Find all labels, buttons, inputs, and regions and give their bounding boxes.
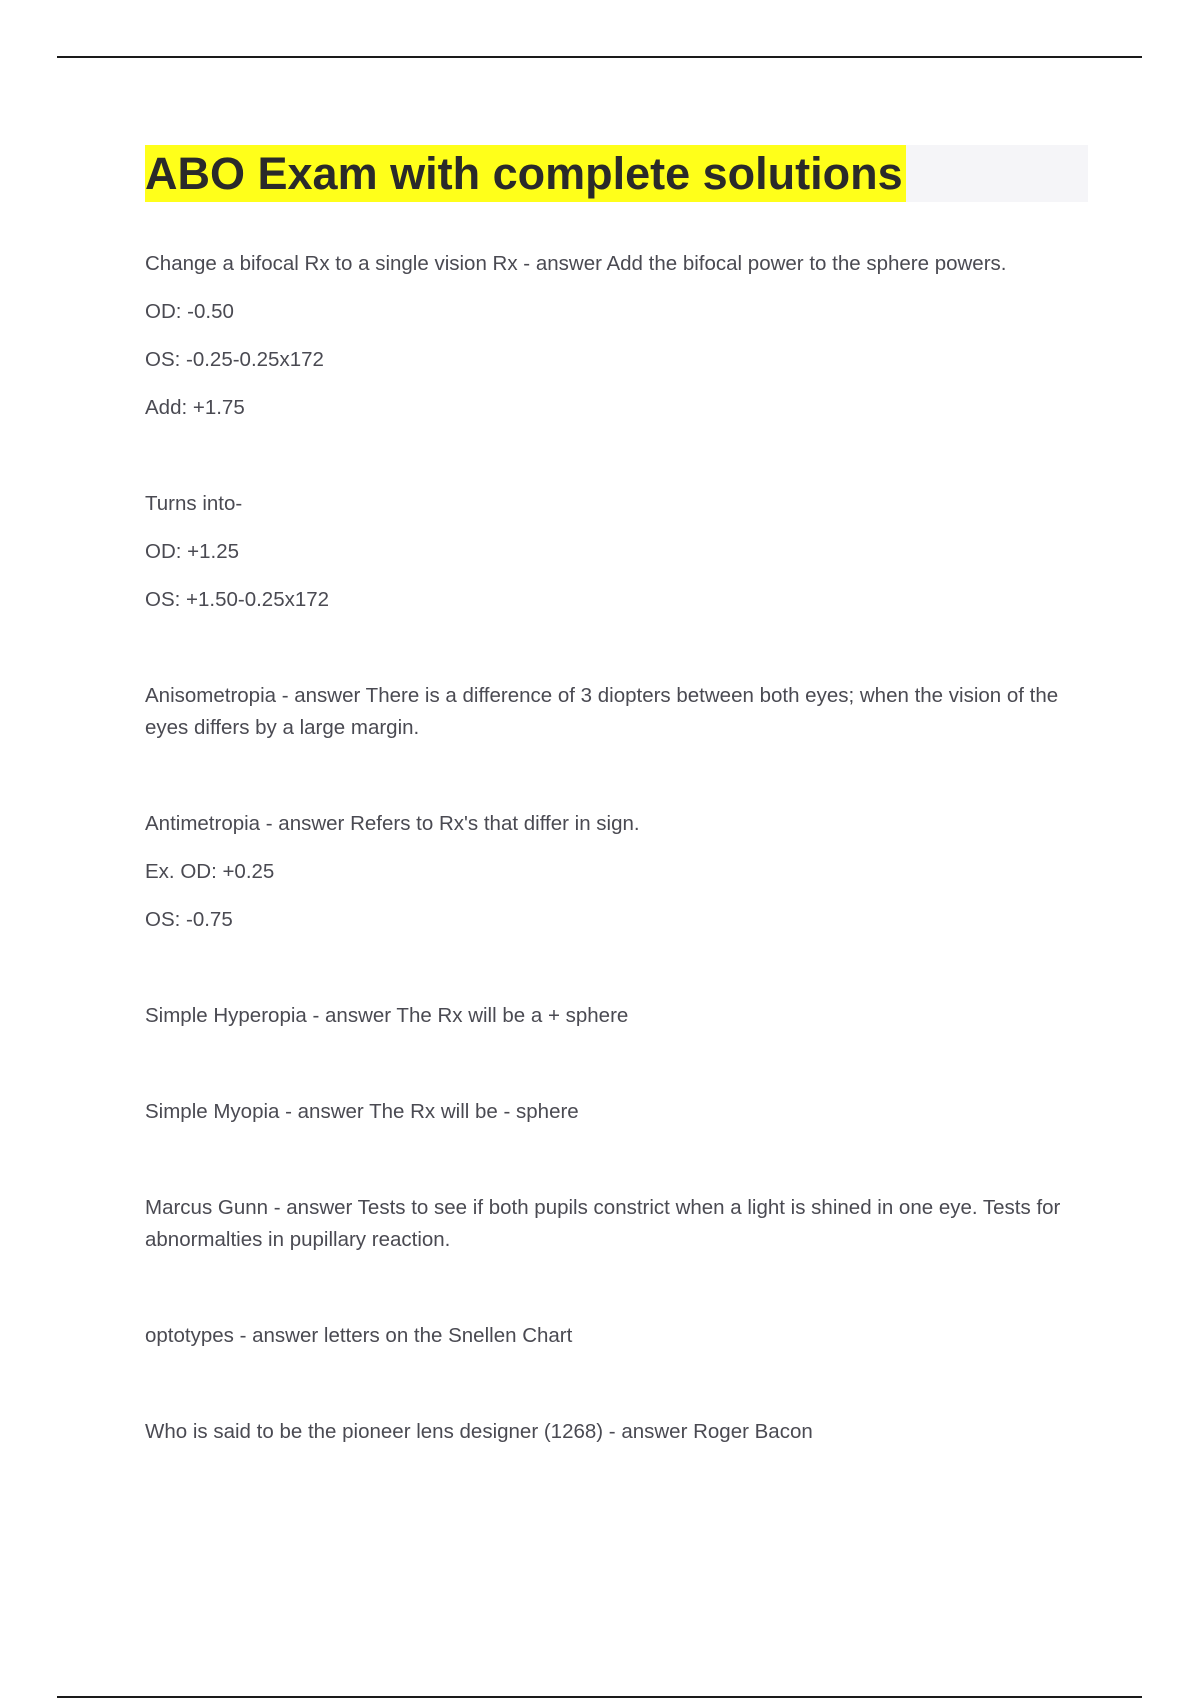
- qa-line: Change a bifocal Rx to a single vision Rx - answer Add the bifocal power to the sphere powers.: [145, 252, 1007, 275]
- rx-line: OS: -0.25-0.25x172: [145, 348, 324, 371]
- qa-line: Marcus Gunn - answer Tests to see if both pupils constrict when a light is shined in one eye. Tests for abnormalties in pupillary reaction.: [145, 1196, 1061, 1251]
- qa-line: Who is said to be the pioneer lens designer (1268) - answer Roger Bacon: [145, 1420, 813, 1443]
- rx-line: Turns into-: [145, 492, 243, 515]
- page-title: ABO Exam with complete solutions: [145, 145, 906, 202]
- qa-line: Antimetropia - answer Refers to Rx's that differ in sign.: [145, 812, 640, 835]
- spacer: [145, 1272, 1105, 1320]
- spacer: [145, 1368, 1105, 1416]
- rx-line: OS: +1.50-0.25x172: [145, 588, 330, 611]
- title-block: [145, 145, 1088, 202]
- spacer: [145, 952, 1105, 1000]
- spacer: [145, 632, 1105, 680]
- qa-line: optotypes - answer letters on the Snellen Chart: [145, 1324, 573, 1347]
- spacer: [145, 440, 1105, 488]
- rx-line: OS: -0.75: [145, 908, 233, 931]
- document-body: [145, 248, 1105, 1464]
- qa-line: Simple Hyperopia - answer The Rx will be a + sphere: [145, 1004, 629, 1027]
- rx-line: Add: +1.75: [145, 396, 245, 419]
- qa-line: Simple Myopia - answer The Rx will be - sphere: [145, 1100, 579, 1123]
- rx-line: OD: -0.50: [145, 300, 234, 323]
- spacer: [145, 760, 1105, 808]
- qa-line: Anisometropia - answer There is a difference of 3 diopters between both eyes; when the vision of the eyes differs by a large margin.: [145, 684, 1059, 739]
- spacer: [145, 1144, 1105, 1192]
- bottom-rule: [57, 1696, 1142, 1698]
- top-rule: [57, 56, 1142, 58]
- spacer: [145, 1048, 1105, 1096]
- rx-line: OD: +1.25: [145, 540, 240, 563]
- rx-line: Ex. OD: +0.25: [145, 860, 275, 883]
